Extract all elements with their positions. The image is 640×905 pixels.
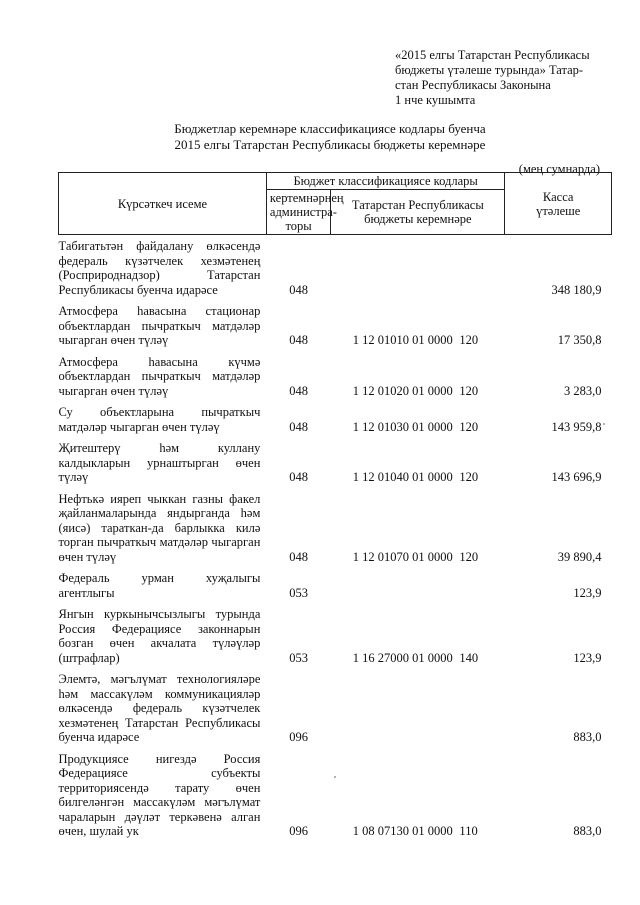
row-revenue-code: 1 12 01020 01 0000 [352,383,453,398]
row-revenue-code: 1 12 01030 01 0000 [352,419,453,434]
table-row [59,437,612,488]
row-administrator-code: 096 [289,824,308,838]
header-code-line: бюджеты керемнәре [364,212,472,226]
table-row [59,603,612,668]
row-revenue-code [331,668,458,748]
row-administrator-code: 048 [289,282,308,297]
row-administrator-code: 048 [289,333,308,347]
row-revenue-type: 120 [459,470,479,484]
table-row [59,748,612,842]
header-revenue-code [331,190,505,235]
row-revenue-type: 120 [459,419,479,434]
table-row [59,300,612,351]
row-indicator-name: Атмосфера һавасына күчмә объектлардан пычраткыч матдәләр чыгарган өчен түләү [58,354,261,398]
row-cash-amount: 883,0 [573,824,602,838]
row-revenue-type: 120 [459,383,479,398]
row-indicator-name: Элемтә, мәгълүмат технологияләре һәм массакүләм коммуникацияләр өлкәсендә федераль күзәтчелек хезмәтенең Татарстан Республикасы буенча идарәсе [58,672,261,744]
row-revenue-code: 1 12 01070 01 0000 [352,549,453,564]
row-revenue-type [457,567,504,603]
table-row [59,401,612,437]
header-code-line: Татарстан Республикасы [351,198,484,212]
row-revenue-type [457,668,504,748]
row-revenue-type: 110 [459,824,478,838]
row-revenue-type: 120 [459,549,479,564]
row-administrator-code: 053 [289,585,308,600]
appendix-heading-line: «2015 елгы Татарстан Республикасы [395,48,590,62]
appendix-heading-line: 1 нче кушымта [395,93,476,107]
table-row [59,567,612,603]
row-cash-amount: 123,9 [573,650,602,665]
budget-table [58,172,612,842]
row-cash-amount: 3 283,0 [564,383,602,398]
row-cash-amount: 123,9 [573,585,602,600]
table-body [59,235,612,842]
row-indicator-name: Нефтькә ияреп чыккан газны факел җайланмаларында яндырганда һәм (яисә) тараткан-да барлыкка килә торган пычраткыч матдәләр чыгарган өчен түләү [58,491,261,564]
row-cash-amount: 143 696,9 [551,470,602,484]
row-cash-amount: 39 890,4 [557,549,602,564]
row-revenue-code: 1 16 27000 01 0000 [352,650,453,665]
row-administrator-code: 096 [289,730,308,744]
row-indicator-name: Су объектларына пычраткыч матдәләр чыгарган өчен түләү [58,405,261,434]
row-revenue-code: 1 12 01040 01 0000 [352,470,453,484]
row-cash-amount: 143 959,8 [551,419,602,434]
row-revenue-type: 120 [459,333,479,347]
header-admin-line: кертемнәрнең [269,191,344,205]
row-revenue-code [331,567,458,603]
header-admin-line: администра- [269,205,337,219]
document-title-line: 2015 елгы Татарстан Республикасы бюджеты керемнәре [174,137,486,152]
header-indicator-name: Күрсәткеч исеме [59,173,267,235]
row-revenue-code [331,235,458,301]
document-title [90,121,570,153]
row-administrator-code: 048 [289,419,308,434]
appendix-heading-line: бюджеты үтәлеше турында» Татар- [395,63,584,77]
unit-note: (мең сумнарда) [518,162,600,176]
row-indicator-name: Табигатьтән файдалану өлкәсендә федераль күзәтчелек хезмәтенең (Росприроднадзор) Татарстан Республикасы буенча идарәсе [58,239,261,297]
scan-speck [334,776,336,778]
row-indicator-name: Җитештерү һәм куллану калдыкларын урнаштырган өчен түләү [58,441,261,484]
row-cash-amount: 348 180,9 [551,282,602,297]
header-administrator [266,190,344,235]
header-cash-line: үтәлеше [536,203,581,218]
header-cash-line: Касса [542,189,574,204]
row-cash-amount: 883,0 [573,730,602,744]
header-cash-execution [505,173,612,235]
row-administrator-code: 048 [289,470,308,484]
document-title-line: Бюджетлар керемнәре классификациясе кодлары буенча [174,121,486,136]
table-row [59,668,612,748]
row-revenue-type: 140 [459,650,479,665]
scan-speck [603,423,605,425]
appendix-heading-line: стан Республикасы Законына [395,78,551,92]
row-administrator-code: 048 [289,383,308,398]
row-revenue-type [457,235,504,301]
row-revenue-code: 1 12 01010 01 0000 [352,333,453,347]
row-indicator-name: Продукциясе нигездә Россия Федерациясе субъекты территориясендә тарату өчен билгеләнгән массакүләм мәгълүмат чараларын дәүләт теркәвенә алган өчен, шулай ук [58,751,261,838]
table-row [59,351,612,402]
appendix-heading [395,48,615,108]
row-administrator-code: 053 [289,650,308,665]
row-indicator-name: Атмосфера һавасына стационар объектлардан пычраткыч матдәләр чыгарган өчен түләү [58,304,261,347]
row-indicator-name: Янгын куркынычсызлыгы турында Россия Федерациясе законнарын бозган өчен акчалата түләүләр (штрафлар) [58,607,261,665]
header-admin-line: торы [285,219,312,233]
header-budget-classification: Бюджет классификациясе кодлары [266,173,505,190]
row-administrator-code: 048 [289,549,308,564]
row-cash-amount: 17 350,8 [557,333,602,347]
row-indicator-name: Федераль урман хуҗалыгы агентлыгы [58,571,261,600]
table-row [59,488,612,568]
table-row [59,235,612,301]
row-revenue-code: 1 08 07130 01 0000 [352,824,453,838]
